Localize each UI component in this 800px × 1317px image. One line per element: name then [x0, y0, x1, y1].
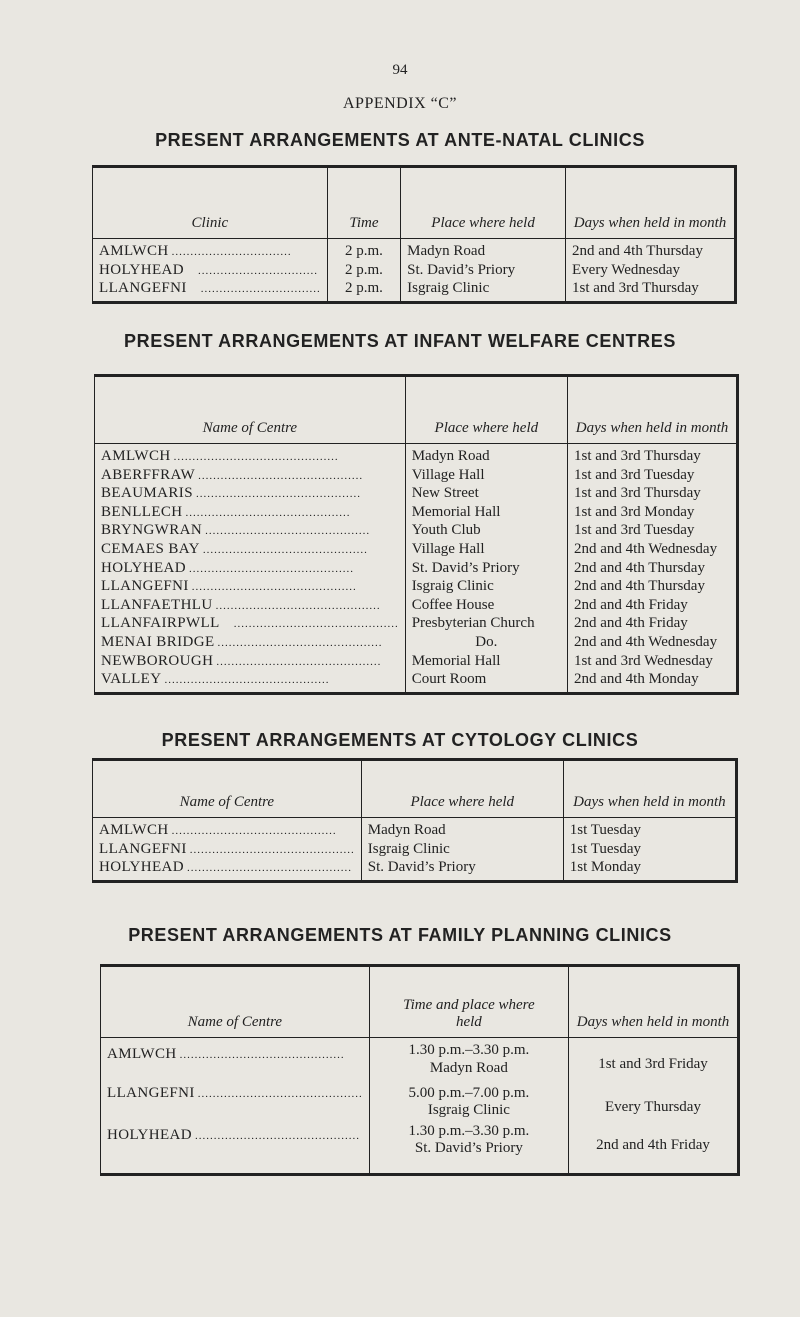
table-row: LLANGEFNI ............................................ Isgraig Clinic 2nd and 4th Thursday [95, 578, 738, 597]
centre-place: Do. [405, 634, 567, 653]
centre-name: LLANGEFNI [101, 578, 189, 595]
centre-name: VALLEY [101, 671, 162, 688]
centre-days: 1st and 3rd Friday [598, 1056, 708, 1072]
session-time: 1.30 p.m.–3.30 p.m. [408, 1042, 530, 1058]
table-row: HOLYHEAD ............................................ 1.30 p.m.–3.30 p.m. St. David’s Priory 2nd and 4th Friday [101, 1123, 739, 1175]
col-time-place: Time and place where held [369, 966, 568, 1038]
centre-days: 1st and 3rd Thursday [574, 485, 701, 502]
centre-place: Coffee House [405, 597, 567, 616]
centre-name: MENAI BRIDGE [101, 633, 215, 650]
centre-place: Court Room [405, 671, 567, 693]
centre-name: LLANFAETHLU [101, 596, 213, 613]
col-days: Days when held in month [566, 167, 736, 239]
cytology-body [93, 818, 737, 882]
clinic-time: 2 p.m. [327, 262, 400, 281]
centre-place: St. David’s Priory [361, 859, 563, 881]
centre-days: 1st Monday [569, 859, 642, 876]
clinic-place: Isgraig Clinic [401, 280, 566, 302]
clinic-name: HOLYHEAD [99, 261, 185, 278]
table-row: AMLWCH ................................ 2 p.m. Madyn Road 2nd and 4th Thursday [93, 239, 736, 262]
table-row: AMLWCH ............................................ Madyn Road 1st Tuesday [93, 818, 737, 841]
family-planning-table [100, 964, 740, 1176]
centre-name: LLANGEFNI [99, 840, 187, 857]
table-row: HOLYHEAD ............................................ St. David’s Priory 2nd and 4th Thursday [95, 560, 738, 579]
centre-name: BENLLECH [101, 503, 183, 520]
table-row: LLANFAIRPWLL ............................................ Presbyterian Church 2nd and 4th Friday [95, 615, 738, 634]
antenatal-table [92, 165, 737, 304]
infant-heading: PRESENT ARRANGEMENTS AT INFANT WELFARE CENTRES [124, 331, 676, 351]
centre-name: LLANFAIRPWLL [101, 615, 220, 632]
centre-days: 2nd and 4th Wednesday [574, 540, 718, 557]
centre-days: 2nd and 4th Friday [574, 596, 688, 613]
centre-days: 1st and 3rd Tuesday [574, 466, 695, 483]
appendix-title: APPENDIX “C” [343, 95, 457, 112]
table-row: HOLYHEAD ............................................ St. David’s Priory 1st Monday [93, 859, 737, 881]
centre-name: HOLYHEAD [99, 859, 185, 876]
centre-place: Memorial Hall [405, 653, 567, 672]
centre-days: 1st and 3rd Thursday [574, 448, 701, 464]
centre-place: Madyn Road [361, 818, 563, 841]
centre-days: 2nd and 4th Thursday [574, 578, 705, 595]
col-days: Days when held in month [569, 966, 739, 1038]
centre-place: Madyn Road [405, 444, 567, 467]
centre-name: BRYNGWRAN [101, 522, 203, 539]
page-number: 94 [392, 62, 408, 78]
centre-name: BEAUMARIS [101, 485, 193, 502]
table-row: ABERFFRAW ............................................ Village Hall 1st and 3rd Tuesday [95, 467, 738, 486]
centre-name: AMLWCH [107, 1046, 177, 1062]
centre-place: Presbyterian Church [405, 615, 567, 634]
table-row: VALLEY ............................................ Court Room 2nd and 4th Monday [95, 671, 738, 693]
centre-days: 1st and 3rd Monday [574, 503, 695, 520]
clinic-place: Madyn Road [401, 239, 566, 262]
centre-name: CEMAES BAY [101, 540, 200, 557]
centre-place: Isgraig Clinic [361, 841, 563, 860]
centre-place: New Street [405, 485, 567, 504]
centre-name: AMLWCH [101, 448, 171, 464]
centre-days: 2nd and 4th Monday [574, 671, 699, 688]
table-row: CEMAES BAY ............................................ Village Hall 2nd and 4th Wednesday [95, 541, 738, 560]
table-row: LLANGEFNI ............................................ Isgraig Clinic 1st Tuesday [93, 841, 737, 860]
centre-days: Every Thursday [605, 1098, 701, 1115]
centre-days: 1st Tuesday [569, 840, 642, 857]
centre-name: AMLWCH [99, 822, 169, 838]
centre-name: LLANGEFNI [107, 1084, 195, 1101]
col-days: Days when held in month [563, 760, 736, 818]
centre-days: 2nd and 4th Thursday [574, 559, 705, 576]
centre-place: Village Hall [405, 541, 567, 560]
centre-name: ABERFFRAW [101, 466, 196, 483]
clinic-time: 2 p.m. [327, 280, 400, 302]
family-planning-body [101, 1038, 739, 1175]
centre-days: 2nd and 4th Wednesday [574, 633, 718, 650]
table-row: AMLWCH ............................................ Madyn Road 1st and 3rd Thursday [95, 444, 738, 467]
col-time: Time [327, 167, 400, 239]
table-row: HOLYHEAD ................................ 2 p.m. St. David’s Priory Every Wednesday [93, 262, 736, 281]
centre-days: 1st and 3rd Wednesday [574, 652, 713, 669]
session-time: 1.30 p.m.–3.30 p.m. [408, 1122, 530, 1139]
clinic-days: 2nd and 4th Thursday [572, 243, 703, 259]
table-row: LLANFAETHLU ............................................ Coffee House 2nd and 4th Friday [95, 597, 738, 616]
infant-body [95, 444, 738, 694]
table-row: LLANGEFNI ............................................ 5.00 p.m.–7.00 p.m. Isgraig Clinic Every Thursday [101, 1085, 739, 1123]
table-row: MENAI BRIDGE ............................................ Do. 2nd and 4th Wednesday [95, 634, 738, 653]
session-time: 5.00 p.m.–7.00 p.m. [408, 1084, 530, 1101]
centre-days: 1st Tuesday [569, 822, 642, 838]
col-place: Place where held [361, 760, 563, 818]
col-centre: Name of Centre [95, 376, 406, 444]
col-days: Days when held in month [568, 376, 738, 444]
col-centre: Name of Centre [93, 760, 362, 818]
col-place: Place where held [405, 376, 567, 444]
table-row: AMLWCH ............................................ 1.30 p.m.–3.30 p.m. Madyn Road 1st and 3rd Friday [101, 1038, 739, 1085]
session-place: Madyn Road [429, 1059, 508, 1076]
centre-name: NEWBOROUGH [101, 652, 214, 669]
centre-place: Memorial Hall [405, 504, 567, 523]
clinic-place: St. David’s Priory [401, 262, 566, 281]
antenatal-body [93, 239, 736, 303]
cytology-table [92, 758, 738, 883]
col-centre: Name of Centre [101, 966, 370, 1038]
family-planning-heading: PRESENT ARRANGEMENTS AT FAMILY PLANNING CLINICS [128, 925, 672, 945]
table-row: BRYNGWRAN ............................................ Youth Club 1st and 3rd Tuesday [95, 522, 738, 541]
centre-name: HOLYHEAD [101, 559, 187, 576]
clinic-days: Every Wednesday [572, 261, 681, 278]
centre-days: 1st and 3rd Tuesday [574, 522, 695, 539]
session-place: St. David’s Priory [414, 1140, 523, 1157]
infant-table [94, 374, 739, 695]
centre-place: Village Hall [405, 467, 567, 486]
table-row: LLANGEFNI ................................ 2 p.m. Isgraig Clinic 1st and 3rd Thursday [93, 280, 736, 302]
clinic-time: 2 p.m. [327, 239, 400, 262]
col-place: Place where held [401, 167, 566, 239]
antenatal-heading: PRESENT ARRANGEMENTS AT ANTE-NATAL CLINICS [155, 130, 645, 150]
table-row: BEAUMARIS ............................................ New Street 1st and 3rd Thursday [95, 485, 738, 504]
cytology-heading: PRESENT ARRANGEMENTS AT CYTOLOGY CLINICS [161, 730, 639, 750]
clinic-name: AMLWCH [99, 243, 169, 259]
centre-days: 2nd and 4th Friday [596, 1136, 710, 1153]
clinic-days: 1st and 3rd Thursday [572, 280, 699, 297]
centre-place: Youth Club [405, 522, 567, 541]
clinic-name: LLANGEFNI [99, 280, 187, 297]
table-row: BENLLECH ............................................ Memorial Hall 1st and 3rd Monday [95, 504, 738, 523]
centre-name: HOLYHEAD [107, 1126, 193, 1143]
centre-days: 2nd and 4th Friday [574, 615, 688, 632]
table-row: NEWBOROUGH ............................................ Memorial Hall 1st and 3rd Wednesday [95, 653, 738, 672]
centre-place: St. David’s Priory [405, 560, 567, 579]
col-clinic: Clinic [93, 167, 328, 239]
session-place: Isgraig Clinic [427, 1102, 510, 1119]
centre-place: Isgraig Clinic [405, 578, 567, 597]
